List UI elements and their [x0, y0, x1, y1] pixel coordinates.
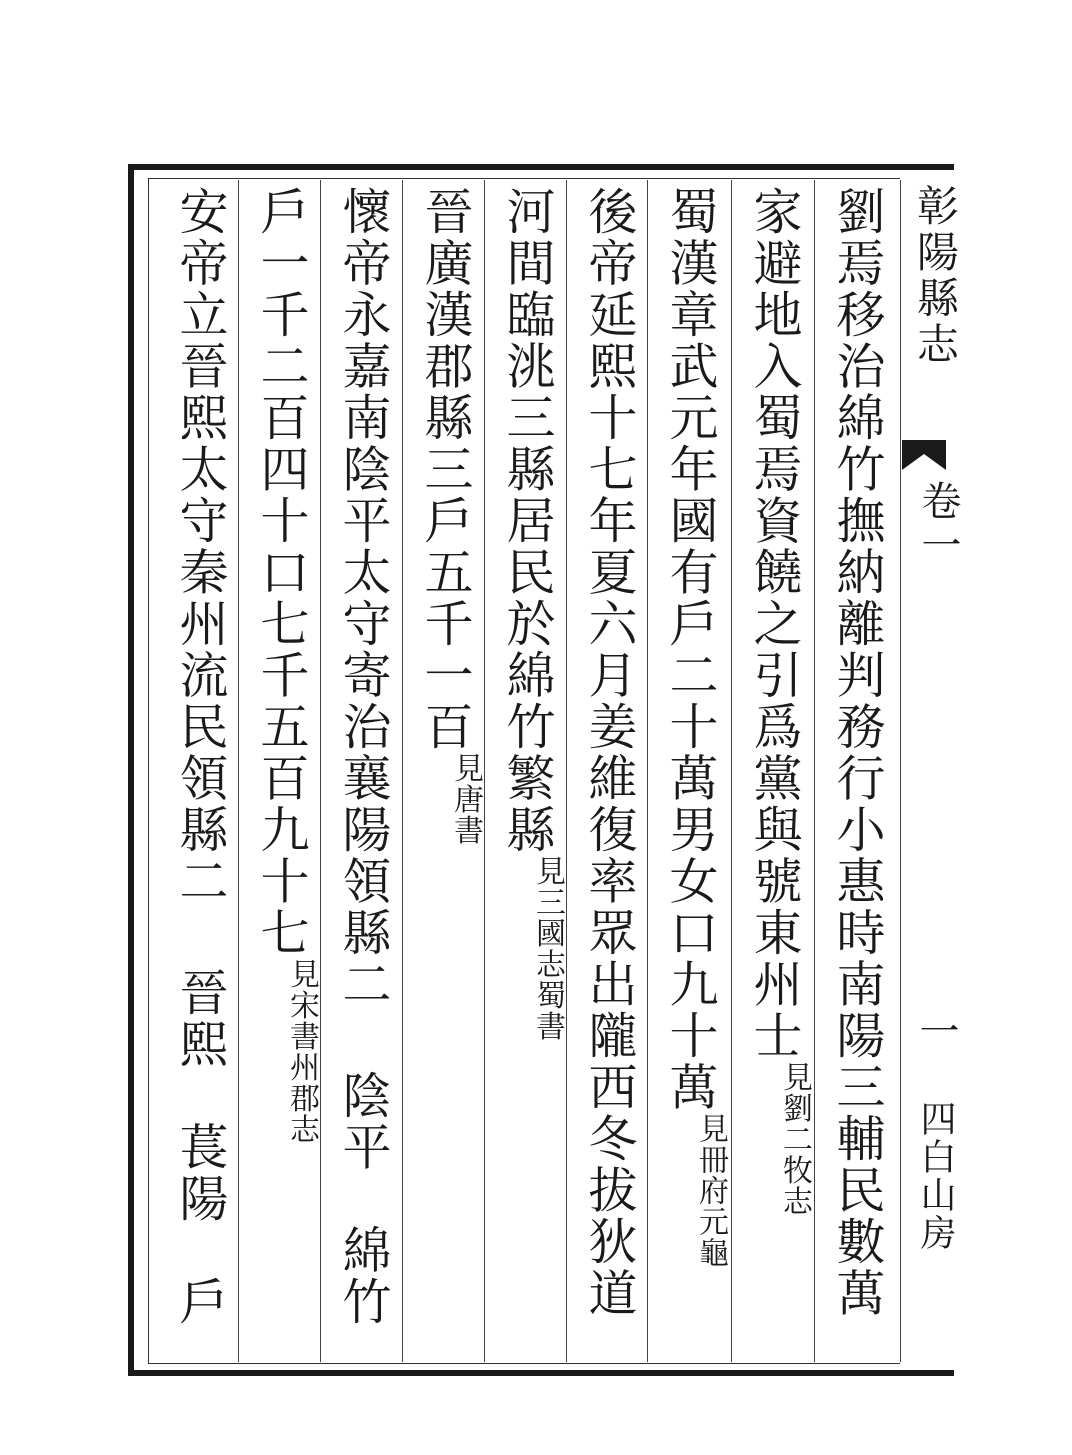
text-column-4 — [569, 186, 649, 1319]
page-number: 一 — [913, 1010, 959, 1054]
column-note: 晉熙 萇陽 戶 — [172, 967, 229, 1328]
column-note: 見劉二牧志 — [777, 1061, 812, 1217]
text-column-2 — [734, 186, 814, 1217]
column-rule — [731, 180, 732, 1362]
column-text: 河間臨洮三縣居民於綿竹繁縣 — [499, 186, 556, 856]
text-column-3 — [650, 186, 730, 1268]
text-column-7 — [323, 186, 403, 1328]
column-note: 見唐書 — [448, 752, 483, 846]
text-column-9 — [160, 186, 240, 1328]
column-text: 晉廣漢郡縣三戶五千一百 — [417, 186, 474, 753]
fish-tail-mark-icon — [902, 440, 946, 470]
column-text: 後帝延熙十七年夏六月姜維復率眾出隴西冬拔狄道 — [581, 186, 638, 1319]
hall-name: 四白山房 — [915, 1100, 956, 1252]
text-column-1 — [817, 186, 897, 1319]
column-note: 見三國志蜀書 — [530, 855, 565, 1042]
book-title: 彰陽縣志 — [911, 184, 960, 368]
column-rule — [814, 180, 815, 1362]
juan-number: 卷一 — [915, 480, 961, 568]
column-text: 戶一千二百四十口七千五百九十七 — [253, 186, 310, 959]
column-text: 劉焉移治綿竹撫納離判務行小惠時南陽三輔民數萬 — [829, 186, 886, 1319]
column-text: 安帝立晉熙太守秦州流民領縣二 — [172, 186, 229, 907]
text-column-8 — [241, 186, 321, 1145]
text-column-5 — [487, 186, 567, 1042]
column-note: 見冊府元龜 — [693, 1113, 728, 1268]
text-column-6 — [405, 186, 485, 846]
column-text: 懷帝永嘉南陰平太守寄治襄陽領縣二 — [335, 186, 392, 1010]
column-note: 陰平 綿竹 — [335, 1070, 392, 1328]
column-text: 家避地入蜀焉資饒之引爲黨與號東州士 — [746, 186, 803, 1062]
column-text: 蜀漢章武元年國有戶二十萬男女口九十萬 — [662, 186, 719, 1113]
column-note: 見宋書州郡志 — [284, 958, 319, 1145]
